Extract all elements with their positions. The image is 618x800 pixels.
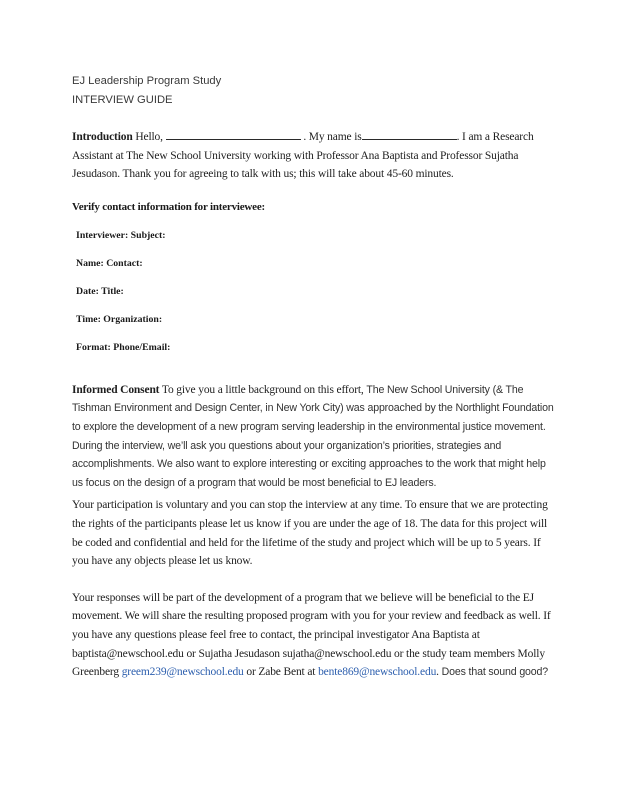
verify-contact-heading: Verify contact information for interviewee:	[72, 200, 266, 213]
text-run: Introduction	[72, 131, 133, 143]
field-time-organization: Time: Organization:	[76, 313, 163, 325]
title-line-interview-guide: INTERVIEW GUIDE	[72, 94, 173, 106]
text-run: Informed Consent	[72, 383, 160, 396]
informed-consent-paragraph	[72, 381, 559, 493]
field-interviewer-subject: Interviewer: Subject:	[76, 229, 166, 241]
field-date-title: Date: Title:	[76, 285, 124, 297]
text-run: To give you a little background on this effort,	[159, 383, 367, 396]
text-run: Your participation is voluntary and you can stop the interview at any time. To ensure that we are protecting the rights of the participants please let us know if you are under the age of 18. The data for this project will be coded and confidential and held for the lifetime of the study and project which will be up to 5 years. If you have any objects please let us know.	[72, 499, 548, 568]
intro-paragraph	[72, 127, 559, 184]
text-run: The New School University (& The Tishman Environment and Design Center, in New York City) was approached by the Northlight Foundation to explore the development of a new program serving leadership in the environmental justice movement. During the interview, we’ll ask you questions about your organization’s priorities, strategies and accomplishments. We also want to explore interesting or exciting approaches to the work that might help us focus on the design of a program that would be most beneficial to EJ leaders.	[72, 383, 554, 489]
document-page	[72, 72, 559, 682]
text-run: or Zabe Bent at	[243, 666, 319, 679]
field-format-phone-email: Format: Phone/Email:	[76, 341, 171, 353]
title-line-study: EJ Leadership Program Study	[72, 75, 222, 87]
fill-in-blank	[362, 127, 457, 140]
participation-paragraph	[72, 496, 559, 570]
text-run: Your responses will be part of the development of a program that we believe will be beneficial to the EJ movement. We will share the resulting proposed program with you for your review and feedback as well. If you have any questions please feel free to contact, the principal investigator Ana Baptista at baptista@newschool.edu or Sujatha Jesudason sujatha@newschool.edu or the study team members Molly Greenberg	[72, 591, 551, 679]
document-title	[72, 72, 559, 110]
email-link[interactable]: bente869@newschool.edu	[318, 666, 437, 679]
contact-fields	[72, 229, 559, 354]
text-run: . My name is	[300, 131, 362, 143]
text-run: .	[436, 666, 442, 679]
text-run: Hello,	[132, 131, 166, 143]
fill-in-blank	[166, 127, 301, 140]
text-run: Does that sound good?	[441, 666, 549, 679]
responses-paragraph	[72, 589, 559, 682]
email-link[interactable]: greem239@newschool.edu	[121, 666, 244, 679]
text-run: . I am a Research Assistant at The New School University working with Professor Ana Baptista and Professor Sujatha Jesudason. Thank you for agreeing to talk with us; this will take about 45-60 minutes.	[72, 131, 534, 181]
field-name-contact: Name: Contact:	[76, 257, 143, 269]
